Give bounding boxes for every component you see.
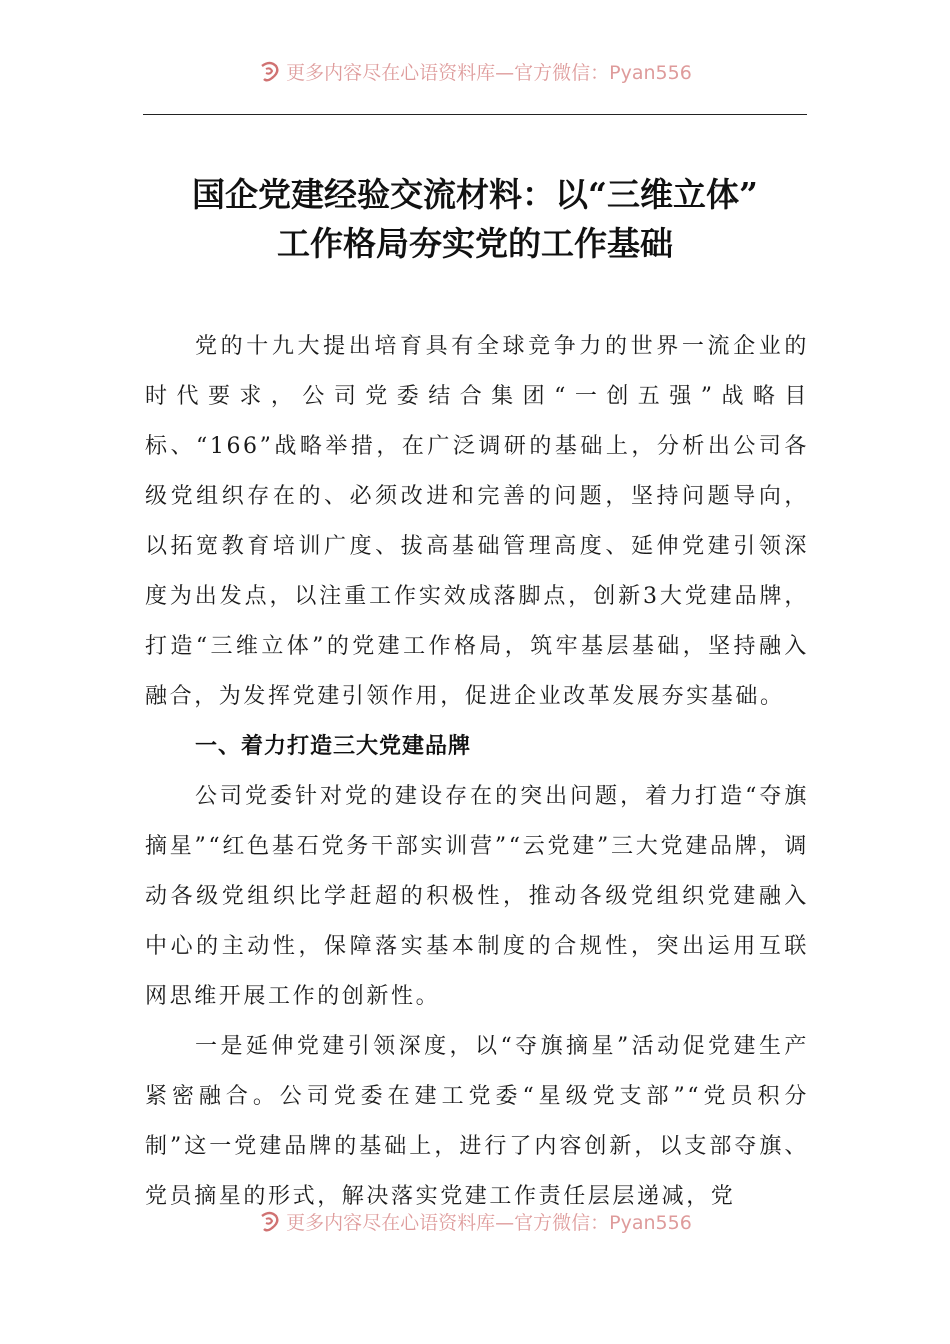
title-line-2: 工作格局夯实党的工作基础 <box>277 224 673 263</box>
header-divider <box>143 114 807 115</box>
watermark-text: 更多内容尽在心语资料库—官方微信：Pyan556 <box>286 1212 692 1234</box>
paragraph: 公司党委针对党的建设存在的突出问题，着力打造“夺旗摘星”“红色基石党务干部实训营”“云党建”三大党建品牌，调动各级党组织比学赶超的积极性，推动各级党组织党建融入中心的主动性，保障落实基本制度的合规性，突出运用互联网思维开展工作的创新性。 <box>145 784 809 1009</box>
section-heading: 一、着力打造三大党建品牌 <box>195 734 472 759</box>
watermark-bottom <box>0 1208 950 1235</box>
paragraph: 党的十九大提出培育具有全球竞争力的世界一流企业的时代要求，公司党委结合集团“一创五强”战略目标、“166”战略举措，在广泛调研的基础上，分析出公司各级党组织存在的、必须改进和完善的问题，坚持问题导向，以拓宽教育培训广度、拔高基础管理高度、延伸党建引领深度为出发点，以注重工作实效成落脚点，创新3大党建品牌，打造“三维立体”的党建工作格局，筑牢基层基础，坚持融入融合，为发挥党建引领作用，促进企业改革发展夯实基础。 <box>145 334 809 709</box>
paragraph: 一是延伸党建引领深度，以“夺旗摘星”活动促党建生产紧密融合。公司党委在建工党委“星级党支部”“党员积分制”这一党建品牌的基础上，进行了内容创新，以支部夺旗、党员摘星的形式，解决落实党建工作责任层层递减，党 <box>145 1034 809 1209</box>
document-title <box>120 170 830 268</box>
watermark-logo-icon <box>258 1210 282 1234</box>
document-body <box>145 322 809 1222</box>
watermark-top <box>0 58 950 85</box>
title-line-1: 国企党建经验交流材料：以“三维立体” <box>192 175 758 214</box>
watermark-text: 更多内容尽在心语资料库—官方微信：Pyan556 <box>286 62 692 84</box>
watermark-logo-icon <box>258 60 282 84</box>
